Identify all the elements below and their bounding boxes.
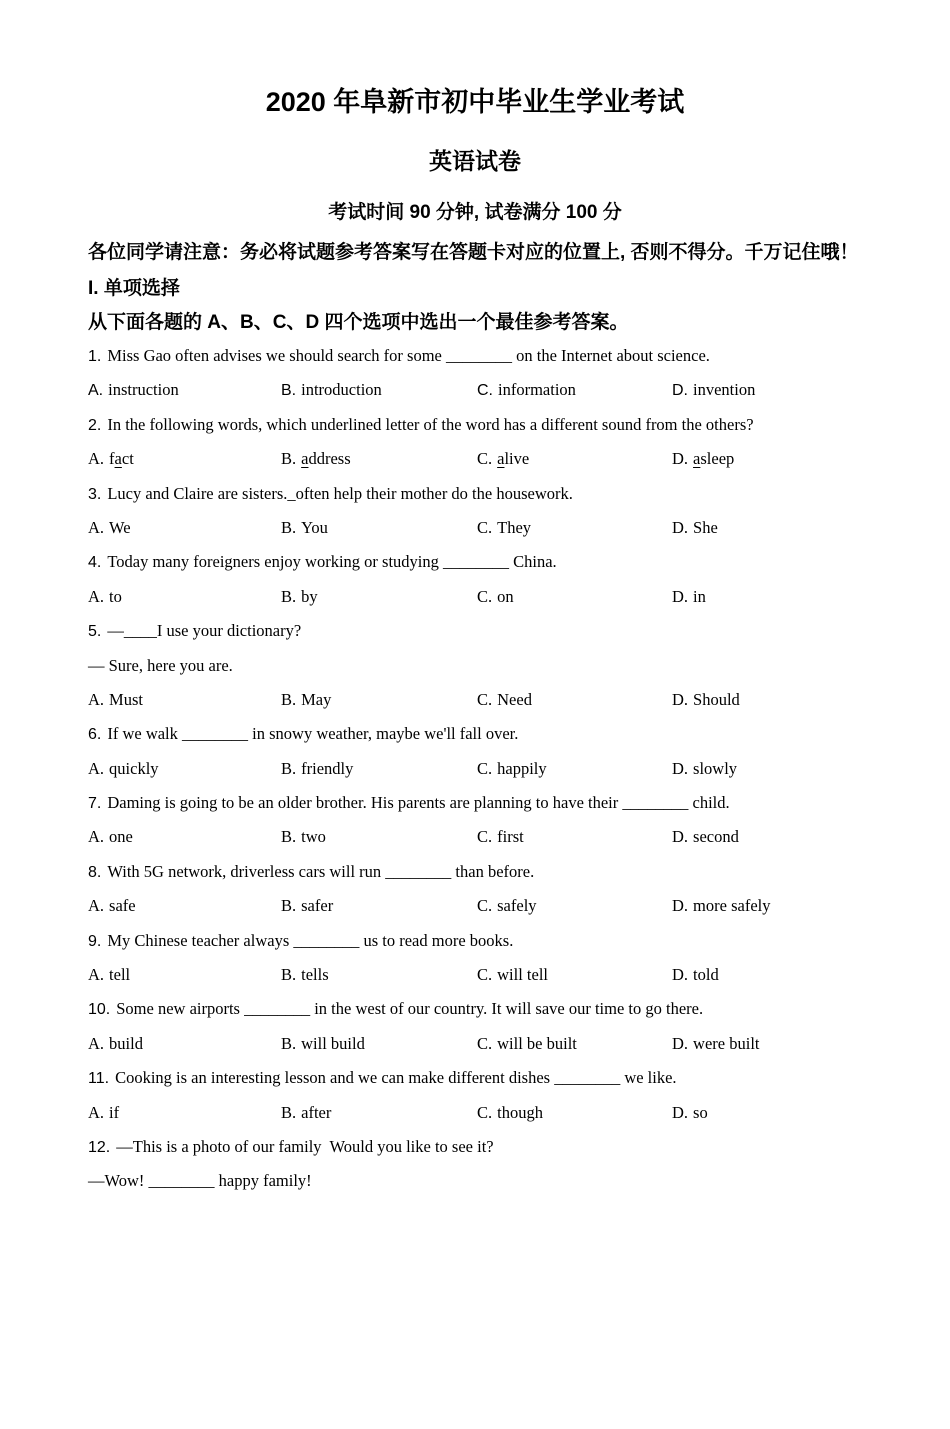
question-4 (88, 545, 862, 579)
option-letter: D. (672, 758, 689, 778)
option-9D (672, 958, 719, 992)
option-text: though (497, 1102, 543, 1122)
option-letter: A. (88, 758, 105, 778)
option-text: after (301, 1102, 332, 1122)
question-3 (88, 477, 862, 511)
question-2-options (88, 442, 862, 476)
option-text-post: ct (121, 449, 134, 469)
option-text: Must (109, 689, 143, 709)
question-5-text-line2 (88, 649, 862, 683)
option-text: in (693, 586, 706, 606)
option-9A (88, 958, 281, 992)
option-6A (88, 752, 281, 786)
option-10B (281, 1027, 477, 1061)
question-8 (88, 855, 862, 889)
option-text: We (109, 517, 131, 537)
option-6B (281, 752, 477, 786)
option-letter: C. (477, 689, 493, 709)
option-letter: D. (672, 449, 689, 469)
question-4-text: Today many foreigners enjoy working or studying ________ China. (107, 552, 557, 572)
option-text: will build (301, 1033, 365, 1053)
option-text: tell (109, 965, 131, 985)
option-text-pre: f (109, 449, 115, 469)
question-1-options (88, 373, 862, 407)
option-4A (88, 580, 281, 614)
question-11-number: 11. (88, 1070, 110, 1088)
option-letter: B. (281, 449, 297, 469)
option-8D (672, 889, 770, 923)
question-5-text: —____I use your dictionary? (107, 621, 302, 641)
question-6 (88, 717, 862, 751)
option-5A (88, 683, 281, 717)
section-i-instruction: 从下面各题的 A、B、C、D 四个选项中选出一个最佳参考答案。 (88, 312, 629, 333)
option-text: invention (693, 380, 756, 400)
option-letter: D. (672, 517, 689, 537)
student-notice: 各位同学请注意：务必将试题参考答案写在答题卡对应的位置上, 否则不得分。千万记住哦！ (88, 242, 859, 263)
question-11-text: Cooking is an interesting lesson and we can make different dishes ________ we like. (115, 1068, 677, 1088)
option-7C (477, 820, 672, 854)
option-text-post: live (504, 449, 530, 469)
option-text: Need (497, 689, 532, 709)
underlined-letter: a (301, 449, 309, 469)
option-6D (672, 752, 737, 786)
question-12-reply: —Wow! ________ happy family! (88, 1171, 312, 1191)
option-text: more safely (693, 896, 771, 916)
option-letter: B. (281, 586, 297, 606)
option-text: safer (301, 896, 334, 916)
question-8-options (88, 889, 862, 923)
option-letter: A. (88, 1102, 105, 1122)
option-text: will tell (497, 965, 549, 985)
question-1 (88, 339, 862, 373)
option-2A (88, 442, 281, 476)
option-4D (672, 580, 706, 614)
option-text: second (693, 827, 739, 847)
option-11A (88, 1096, 281, 1130)
question-9 (88, 924, 862, 958)
option-letter: C. (477, 586, 493, 606)
option-text: They (497, 517, 532, 537)
option-3C (477, 511, 672, 545)
option-3B (281, 511, 477, 545)
question-10-text: Some new airports ________ in the west of our country. It will save our time to go there. (116, 999, 704, 1019)
question-2-number: 2. (88, 416, 102, 434)
option-text: first (497, 827, 524, 847)
option-7A (88, 820, 281, 854)
option-text: information (498, 380, 576, 400)
option-2D (672, 442, 734, 476)
question-7-text: Daming is going to be an older brother. His parents are planning to have their ________ child. (107, 793, 730, 813)
option-text: You (301, 517, 328, 537)
option-7B (281, 820, 477, 854)
option-11D (672, 1096, 708, 1130)
exam-subtitle: 英语试卷 (429, 148, 521, 174)
question-7 (88, 786, 862, 820)
option-9C (477, 958, 672, 992)
option-letter: C. (477, 449, 493, 469)
option-letter: C. (477, 896, 493, 916)
option-2B (281, 442, 477, 476)
question-9-number: 9. (88, 932, 102, 950)
underlined-letter: a (693, 449, 701, 469)
question-3-text: Lucy and Claire are sisters._often help their mother do the housework. (107, 483, 573, 503)
option-letter: D. (672, 965, 689, 985)
option-letter: A. (88, 896, 105, 916)
underlined-letter: a (114, 449, 122, 469)
option-5D (672, 683, 740, 717)
question-1-number: 1. (88, 348, 102, 365)
option-4C (477, 580, 672, 614)
question-10 (88, 992, 862, 1026)
option-letter: B. (281, 965, 297, 985)
option-letter: B. (281, 758, 297, 778)
question-6-number: 6. (88, 726, 102, 744)
question-1-text: Miss Gao often advises we should search for some ________ on the Internet about science. (107, 346, 710, 365)
option-text: friendly (301, 758, 354, 778)
option-1C (477, 373, 672, 407)
question-12-number: 12. (88, 1138, 111, 1156)
option-letter: C. (477, 1102, 493, 1122)
question-8-text: With 5G network, driverless cars will run ________ than before. (107, 861, 535, 881)
question-12-text: —This is a photo of our family Would you like to see it? (116, 1136, 494, 1156)
option-7D (672, 820, 739, 854)
option-4B (281, 580, 477, 614)
option-letter: A. (88, 449, 105, 469)
question-7-number: 7. (88, 795, 102, 813)
option-letter: C. (477, 758, 493, 778)
option-text: were built (693, 1033, 760, 1053)
option-text: May (301, 689, 332, 709)
option-text: introduction (301, 380, 382, 400)
question-8-number: 8. (88, 863, 102, 881)
question-9-options (88, 958, 862, 992)
question-12 (88, 1130, 862, 1164)
option-text-post: ddress (308, 449, 351, 469)
option-text: by (301, 586, 318, 606)
option-1D (672, 373, 755, 407)
option-10C (477, 1027, 672, 1061)
option-text: slowly (693, 758, 738, 778)
option-2C (477, 442, 672, 476)
underlined-letter: a (497, 449, 505, 469)
question-10-options (88, 1027, 862, 1061)
question-9-text: My Chinese teacher always ________ us to read more books. (107, 930, 514, 950)
option-letter: D. (672, 382, 688, 400)
option-text: instruction (108, 380, 179, 400)
option-letter: C. (477, 965, 493, 985)
option-11C (477, 1096, 672, 1130)
option-text: if (109, 1102, 120, 1122)
question-2-text: In the following words, which underlined letter of the word has a different sound from the others? (107, 414, 754, 434)
option-letter: B. (281, 517, 297, 537)
option-text: told (693, 965, 719, 985)
question-5-number: 5. (88, 623, 102, 641)
option-3D (672, 511, 718, 545)
option-text: tells (301, 965, 329, 985)
option-letter: D. (672, 1102, 689, 1122)
option-letter: B. (281, 1033, 297, 1053)
option-text-post: sleep (700, 449, 735, 469)
option-9B (281, 958, 477, 992)
option-11B (281, 1096, 477, 1130)
exam-title: 2020 年阜新市初中毕业生学业考试 (265, 87, 685, 117)
question-6-text: If we walk ________ in snowy weather, maybe we'll fall over. (107, 724, 519, 744)
option-6C (477, 752, 672, 786)
option-8C (477, 889, 672, 923)
option-5C (477, 683, 672, 717)
option-letter: D. (672, 1033, 689, 1053)
option-letter: C. (477, 517, 493, 537)
option-letter: C. (477, 827, 493, 847)
option-letter: D. (672, 827, 689, 847)
question-5 (88, 614, 862, 648)
option-text: happily (497, 758, 547, 778)
option-letter: D. (672, 896, 689, 916)
option-letter: B. (281, 896, 297, 916)
option-text: two (301, 827, 326, 847)
option-letter: A. (88, 689, 105, 709)
question-2 (88, 408, 862, 442)
option-letter: C. (477, 382, 493, 400)
option-text: She (693, 517, 718, 537)
question-list (88, 339, 862, 1199)
option-3A (88, 511, 281, 545)
question-7-options (88, 820, 862, 854)
option-text: build (109, 1033, 143, 1053)
option-letter: B. (281, 689, 297, 709)
option-text: one (109, 827, 133, 847)
question-3-number: 3. (88, 485, 102, 503)
option-text: so (693, 1102, 708, 1122)
option-5B (281, 683, 477, 717)
option-letter: A. (88, 517, 105, 537)
option-text: safely (497, 896, 537, 916)
option-letter: D. (672, 586, 689, 606)
question-5-reply: — Sure, here you are. (88, 655, 233, 675)
option-10D (672, 1027, 759, 1061)
option-8B (281, 889, 477, 923)
exam-duration-score: 考试时间 90 分钟, 试卷满分 100 分 (328, 202, 622, 223)
option-text: safe (109, 896, 136, 916)
option-letter: A. (88, 382, 104, 400)
option-1B (281, 373, 477, 407)
option-1A (88, 373, 281, 407)
option-letter: A. (88, 586, 105, 606)
question-10-number: 10. (88, 1001, 111, 1019)
question-5-options (88, 683, 862, 717)
option-text: Should (693, 689, 740, 709)
option-text: on (497, 586, 514, 606)
exam-page (0, 85, 950, 1199)
option-letter: D. (672, 689, 689, 709)
question-11 (88, 1061, 862, 1095)
option-letter: C. (477, 1033, 493, 1053)
option-letter: A. (88, 1033, 105, 1053)
option-10A (88, 1027, 281, 1061)
question-4-number: 4. (88, 554, 102, 572)
option-letter: A. (88, 965, 105, 985)
option-letter: A. (88, 827, 105, 847)
option-text: will be built (497, 1033, 577, 1053)
question-3-options (88, 511, 862, 545)
option-text: to (109, 586, 122, 606)
option-8A (88, 889, 281, 923)
option-letter: B. (281, 382, 297, 400)
question-11-options (88, 1096, 862, 1130)
option-letter: B. (281, 1102, 297, 1122)
question-6-options (88, 752, 862, 786)
question-4-options (88, 580, 862, 614)
question-12-text-line2 (88, 1164, 862, 1198)
option-text: quickly (109, 758, 159, 778)
section-i-heading: I. 单项选择 (88, 278, 180, 299)
option-letter: B. (281, 827, 297, 847)
